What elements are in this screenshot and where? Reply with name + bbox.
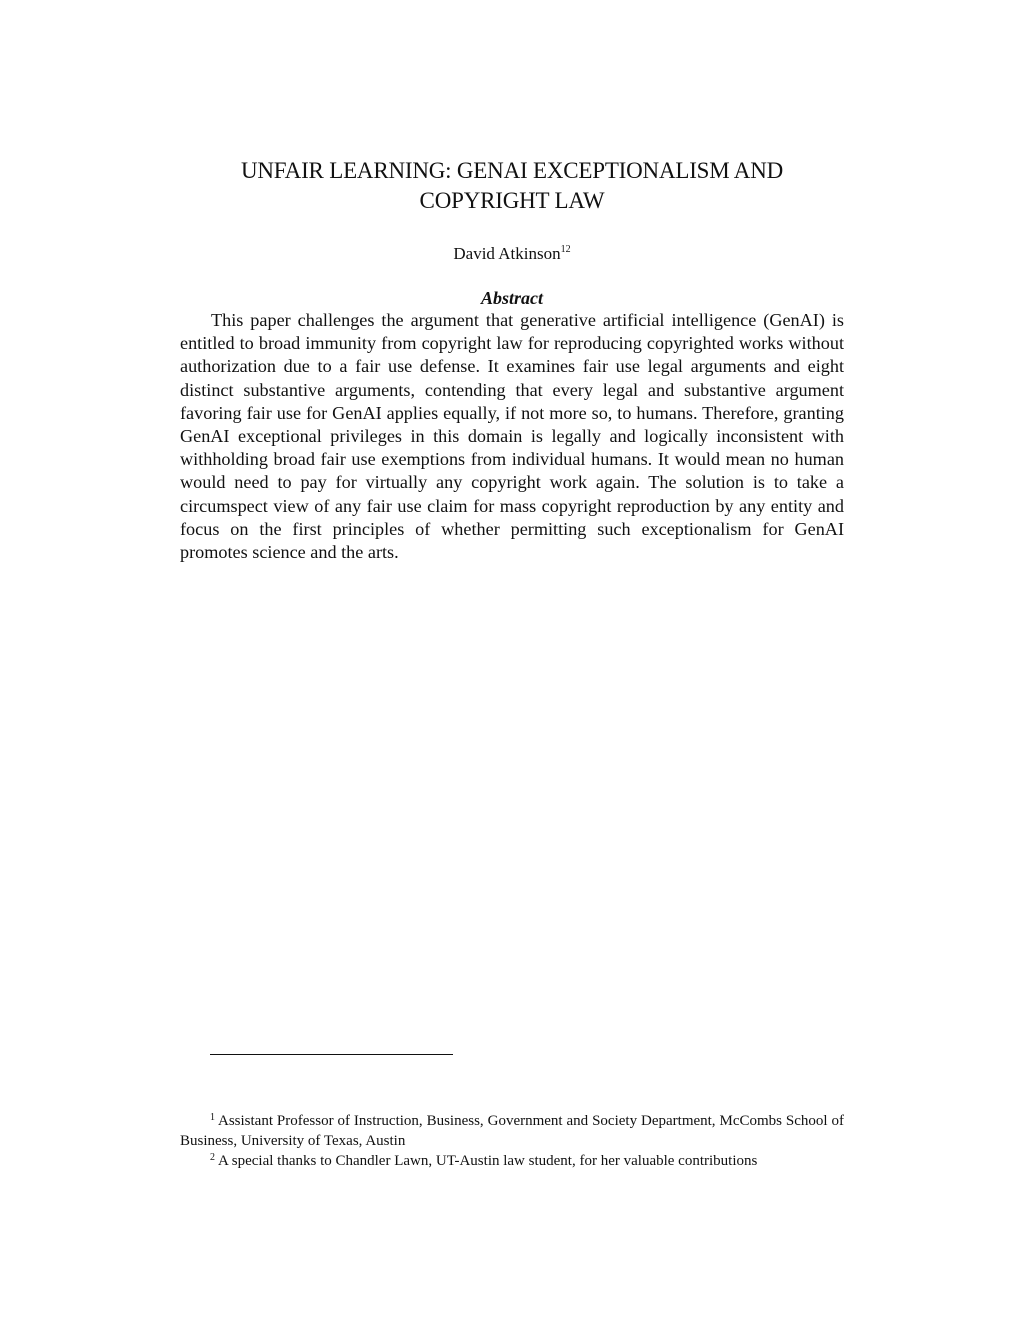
title-line-2: COPYRIGHT LAW — [419, 188, 605, 213]
footnotes — [180, 1111, 844, 1171]
abstract-body: This paper challenges the argument that generative artificial intelligence (GenAI) is entitled to broad immunity from copyright law for reproducing copyrighted works without authorization due to a fair use defense. It examines fair use legal arguments and eight distinct substantive arguments, contending that every legal and substantive argument favoring fair use for GenAI applies equally, if not more so, to humans. Therefore, granting GenAI exceptional privileges in this domain is legally and logically inconsistent with withholding broad fair use exemptions from individual humans. It would mean no human would need to pay for virtually any copyright work again. The solution is to take a circumspect view of any fair use claim for mass copyright reproduction by any entity and focus on the first principles of whether permitting such exceptionalism for GenAI promotes science and the arts. — [180, 310, 844, 563]
paper-title — [180, 156, 844, 216]
abstract-heading: Abstract — [480, 288, 543, 308]
footnote-1-text: Assistant Professor of Instruction, Business, Government and Society Department, McCombs School of Business, University of Texas, Austin — [180, 1113, 844, 1149]
footnote-1 — [180, 1111, 844, 1151]
author-line — [180, 243, 844, 265]
footnote-2-marker: 2 — [210, 1152, 215, 1163]
author-name: David Atkinson — [453, 244, 561, 263]
author-footnote-marks: 12 — [560, 244, 571, 255]
footnote-2 — [180, 1151, 844, 1171]
title-line-1: UNFAIR LEARNING: GENAI EXCEPTIONALISM AND — [240, 158, 784, 183]
footnote-1-marker: 1 — [210, 1112, 215, 1123]
footnote-divider — [210, 1054, 453, 1055]
footnote-2-text: A special thanks to Chandler Lawn, UT-Austin law student, for her valuable contributions — [218, 1153, 758, 1169]
